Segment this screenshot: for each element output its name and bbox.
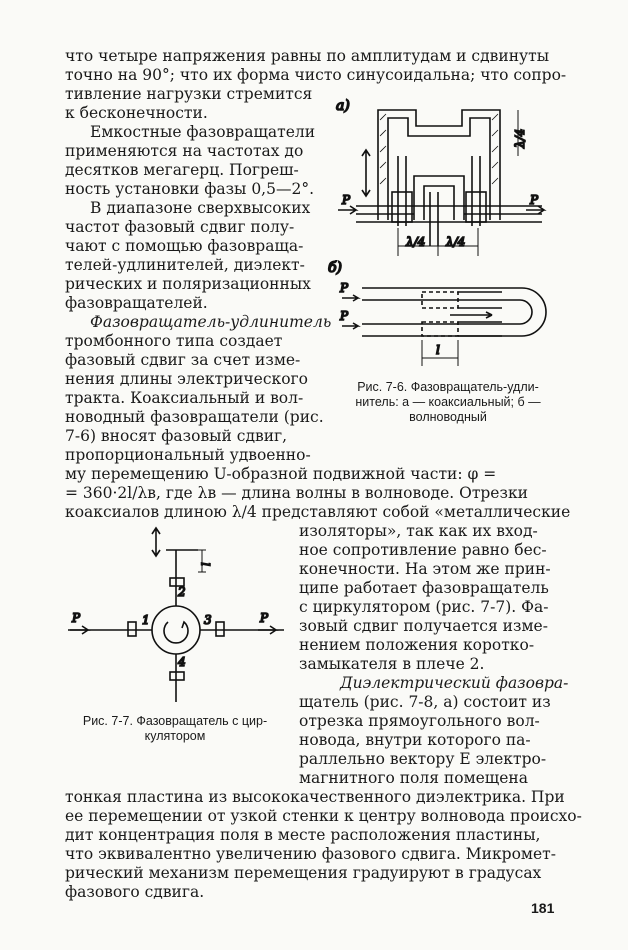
p-in-77: P bbox=[72, 611, 81, 625]
text-line: ное сопротивление равно бес- bbox=[299, 541, 547, 559]
text-line: к бесконечности. bbox=[65, 104, 208, 122]
junction-3 bbox=[216, 622, 224, 636]
text-line: новодный фазовращатели (рис. bbox=[65, 408, 324, 426]
junction-1 bbox=[128, 622, 136, 636]
dim-l-77 bbox=[198, 550, 206, 572]
text-line: что эквивалентно увеличению фазового сдвига. Микромет- bbox=[65, 845, 556, 863]
text-line: фазовращателей. bbox=[65, 294, 208, 312]
fig76-label-a: а) bbox=[336, 98, 350, 114]
text-line: с циркулятором (рис. 7-7). Фа- bbox=[299, 598, 549, 616]
text-line: тивление нагрузки стремится bbox=[65, 85, 313, 103]
p-out-77: P bbox=[260, 611, 269, 625]
p-out-a: P bbox=[530, 193, 539, 207]
fig76-caption-1: Рис. 7-6. Фазовращатель-удли- bbox=[357, 380, 539, 394]
fig77-caption-2: кулятором bbox=[144, 729, 206, 743]
figure-7-7 bbox=[60, 520, 296, 712]
text-line: зовый сдвиг получается изме- bbox=[299, 617, 548, 635]
coax-inner-right bbox=[472, 156, 480, 226]
text-line: Емкостные фазовращатели bbox=[90, 123, 316, 141]
port-3: 3 bbox=[204, 613, 212, 627]
text-line: му перемещению U-образной подвижной части: φ = bbox=[65, 465, 497, 483]
text-line: фазового сдвига. bbox=[65, 883, 205, 901]
arrow-in-77 bbox=[70, 626, 88, 634]
text-line: телей-удлинителей, диэлект- bbox=[65, 256, 305, 274]
dim-l-77-label: l bbox=[200, 562, 213, 566]
text-line: магнитного поля помещена bbox=[299, 769, 528, 787]
text-line: 7-6) вносят фазовый сдвиг, bbox=[65, 427, 288, 445]
fig76-caption-2: нитель: а — коаксиальный; б — bbox=[355, 395, 541, 409]
text-line: изоляторы», так как их вход- bbox=[299, 522, 538, 540]
coax-inner-left bbox=[398, 156, 406, 226]
arrow-in-a bbox=[338, 206, 356, 214]
text-line: тракта. Коаксиальный и вол- bbox=[65, 389, 304, 407]
wg-slide-right bbox=[458, 292, 502, 336]
move-arrow bbox=[362, 150, 370, 196]
text-line: ципе работает фазовращатель bbox=[299, 579, 549, 597]
text-line: ность установки фазы 0,5—2°. bbox=[65, 180, 315, 198]
dim-vertical-label: λ/4 bbox=[513, 128, 527, 148]
text-line: = 360·2l/λв, где λв — длина волны в волноводе. Отрезки bbox=[65, 484, 528, 502]
text-line: десятков мегагерц. Погреш- bbox=[65, 161, 299, 179]
p-b2: P bbox=[340, 309, 349, 323]
text-line: дит концентрация поля в месте расположения пластины, bbox=[65, 826, 541, 844]
page-number: 181 bbox=[531, 900, 555, 916]
text-line: рический механизм перемещения градуируют в градусах bbox=[65, 864, 542, 882]
circulator-rotation-arrow bbox=[164, 622, 188, 643]
dim-l-label: l bbox=[436, 343, 440, 357]
waveguide-u bbox=[362, 288, 546, 336]
port-1: 1 bbox=[142, 613, 150, 627]
port-4: 4 bbox=[178, 655, 186, 669]
text-line: конечности. На этом же прин- bbox=[299, 560, 551, 578]
text-line: Фазовращатель-удлинитель bbox=[90, 313, 332, 331]
feed-stem bbox=[430, 192, 438, 246]
text-line: чают с помощью фазовраща- bbox=[65, 237, 304, 255]
text-line: применяются на частотах до bbox=[65, 142, 304, 160]
text-line: В диапазоне сверхвысоких bbox=[90, 199, 311, 217]
fig76-label-b: б) bbox=[328, 260, 343, 276]
coax-outer-u bbox=[378, 110, 500, 220]
quarter-2: λ/4 bbox=[446, 235, 466, 249]
text-line: отрезка прямоугольного вол- bbox=[299, 712, 540, 730]
text-line: что четыре напряжения равны по амплитудам и сдвинуты bbox=[65, 47, 550, 65]
text-line: фазовый сдвиг за счет изме- bbox=[65, 351, 301, 369]
text-line: щатель (рис. 7-8, а) состоит из bbox=[299, 693, 551, 711]
slide-right bbox=[466, 192, 486, 222]
text-line: Диэлектрический фазовра- bbox=[340, 674, 569, 692]
arrow-out-77 bbox=[258, 626, 276, 634]
text-line: новода, внутри которого па- bbox=[299, 731, 531, 749]
arrow-out-a bbox=[526, 206, 544, 214]
short-move-arrow bbox=[152, 528, 160, 556]
text-line: раллельно вектору E электро- bbox=[299, 750, 547, 768]
fig77-caption-1: Рис. 7-7. Фазовращатель с цир- bbox=[82, 714, 268, 728]
text-line: нением положения коротко- bbox=[299, 636, 535, 654]
text-line: ее перемещении от узкой стенки к центру волновода происхо- bbox=[65, 807, 582, 825]
text-line: пропорциональный удвоенно- bbox=[65, 446, 311, 464]
junction-4 bbox=[170, 672, 184, 680]
text-line: рических и поляризационных bbox=[65, 275, 311, 293]
text-line: замыкателя в плече 2. bbox=[299, 655, 485, 673]
quarter-1: λ/4 bbox=[406, 235, 426, 249]
text-line: частот фазовый сдвиг полу- bbox=[65, 218, 295, 236]
text-line: коаксиалов длиною λ/4 представляют собой «металлические bbox=[65, 503, 571, 521]
main-line bbox=[356, 206, 542, 222]
fig76-caption-3: волноводный bbox=[409, 410, 487, 424]
dim-l bbox=[422, 340, 458, 366]
p-b1: P bbox=[340, 281, 349, 295]
wg-dash-left bbox=[422, 292, 458, 336]
port-2: 2 bbox=[178, 585, 186, 599]
center-stub bbox=[414, 176, 464, 220]
text-line: точно на 90°; что их форма чисто синусоидальна; что сопро- bbox=[65, 66, 567, 84]
text-line: тромбонного типа создает bbox=[65, 332, 283, 350]
figure-7-6 bbox=[322, 96, 562, 378]
slide-left bbox=[392, 192, 412, 222]
coax-outer-u-inner bbox=[388, 118, 490, 220]
waveguide-u-inner bbox=[362, 300, 532, 324]
text-line: нения длины электрического bbox=[65, 370, 308, 388]
circulator-circle bbox=[152, 606, 200, 654]
p-in-a: P bbox=[342, 193, 351, 207]
text-line: тонкая пластина из высококачественного диэлектрика. При bbox=[65, 788, 565, 806]
